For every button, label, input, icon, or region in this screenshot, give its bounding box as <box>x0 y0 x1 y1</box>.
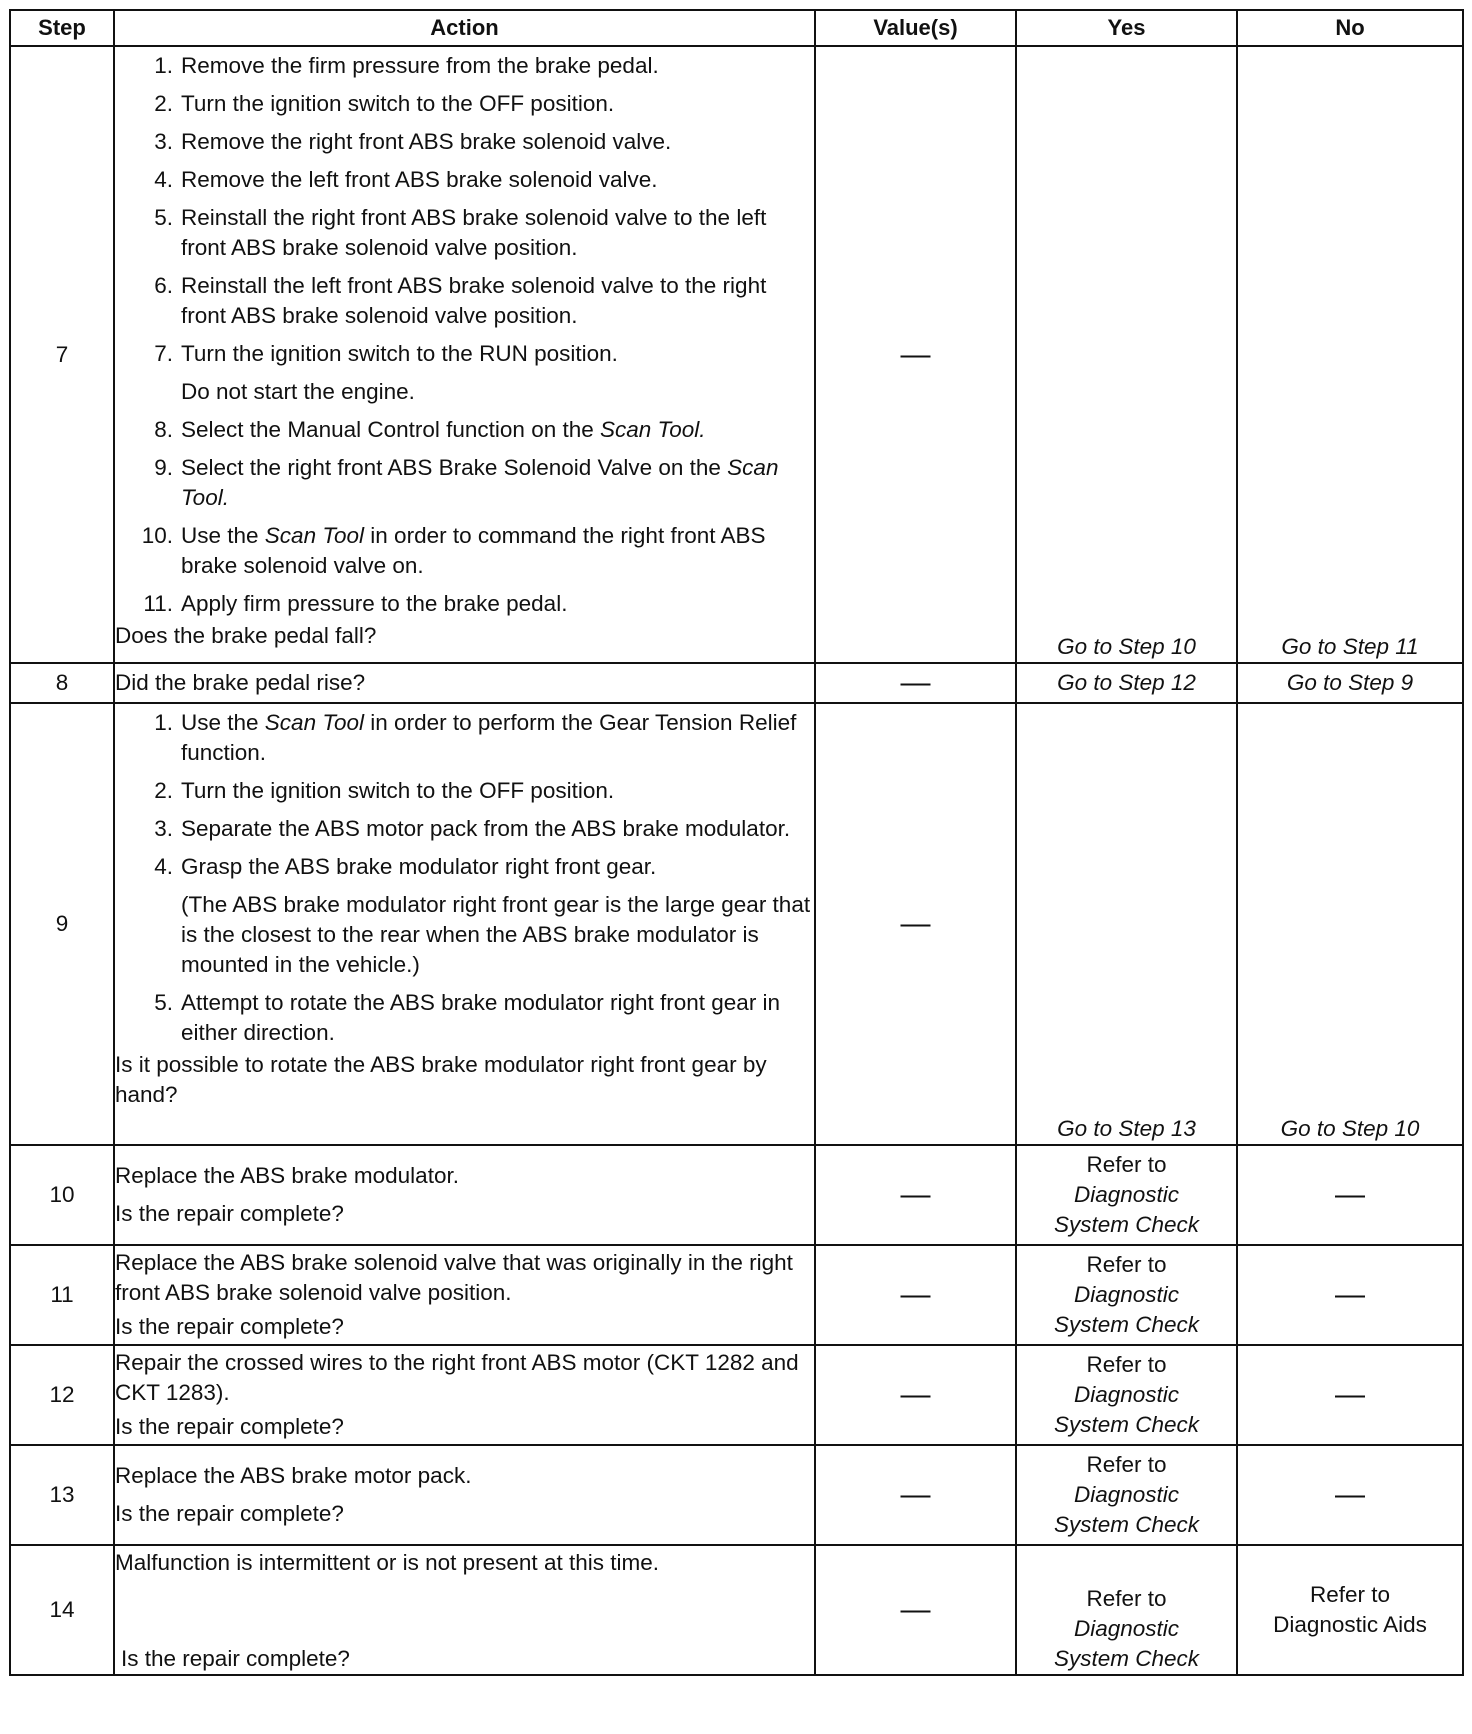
table-row-step-14 <box>10 1545 1463 1675</box>
action-text: Replace the ABS brake modulator. <box>115 1163 459 1188</box>
system-check-text: System Check <box>1053 1412 1200 1437</box>
step-number: 14 <box>10 1545 114 1675</box>
question: Is the repair complete? <box>115 1414 344 1439</box>
header-action: Action <box>114 10 815 46</box>
step-number: 8 <box>10 663 114 703</box>
table-row-step-10 <box>10 1145 1463 1245</box>
refer-to-text: Refer to <box>1086 1252 1167 1277</box>
yes-cell <box>1016 703 1237 1145</box>
no-cell <box>1237 703 1463 1145</box>
goto-link[interactable]: Go to Step 11 <box>1281 634 1419 659</box>
list-item: 1. Remove the firm pressure from the brake pedal. <box>154 53 659 78</box>
table-row-step-12 <box>10 1345 1463 1445</box>
table-row-step-11 <box>10 1245 1463 1345</box>
header-step: Step <box>10 10 114 46</box>
no-dash: — <box>1237 1445 1463 1545</box>
yes-cell <box>1016 46 1237 663</box>
system-check-text: System Check <box>1053 1646 1200 1671</box>
no-cell <box>1237 663 1463 703</box>
refer-to-text: Refer to <box>1086 1352 1167 1377</box>
header-no: No <box>1237 10 1463 46</box>
value-dash: — <box>815 1145 1016 1245</box>
list-item: 3. Remove the right front ABS brake solenoid valve. <box>154 129 672 154</box>
action-cell <box>114 1545 815 1675</box>
goto-link[interactable]: Go to Step 13 <box>1057 1116 1196 1141</box>
question: Did the brake pedal rise? <box>115 670 366 695</box>
table-row-step-8 <box>10 663 1463 703</box>
list-item: 3. Separate the ABS motor pack from the ABS brake modulator. <box>154 816 791 841</box>
goto-link[interactable]: Go to Step 10 <box>1057 634 1196 659</box>
value-dash: — <box>815 1245 1016 1345</box>
table-row-step-13 <box>10 1445 1463 1545</box>
list-item: 5. Reinstall the right front ABS brake solenoid valve to the left front ABS brake solenoid valve position. <box>154 205 767 260</box>
goto-link[interactable]: Go to Step 10 <box>1280 1116 1420 1141</box>
list-item: 1. Use the Scan Tool in order to perform the Gear Tension Relief function. <box>154 710 797 765</box>
action-text: Replace the ABS brake solenoid valve that was originally in the right front ABS brake solenoid valve position. <box>115 1250 793 1305</box>
action-text: Malfunction is intermittent or is not present at this time. <box>115 1550 659 1575</box>
goto-link[interactable]: Go to Step 9 <box>1286 670 1414 695</box>
list-item: 6. Reinstall the left front ABS brake solenoid valve to the right front ABS brake solenoid valve position. <box>154 273 767 328</box>
list-item: 2. Turn the ignition switch to the OFF position. <box>154 91 615 116</box>
header-row <box>10 10 1463 46</box>
action-text: Repair the crossed wires to the right front ABS motor (CKT 1282 and CKT 1283). <box>115 1350 799 1405</box>
header-yes: Yes <box>1016 10 1237 46</box>
question: Does the brake pedal fall? <box>115 623 377 648</box>
step-number: 11 <box>10 1245 114 1345</box>
list-item: 7. Turn the ignition switch to the RUN position. Do not start the engine. <box>154 341 618 404</box>
action-cell <box>114 1345 815 1445</box>
header-values: Value(s) <box>815 10 1016 46</box>
refer-to-text: Refer to <box>1086 1586 1167 1611</box>
diagnostic-aids-text: Diagnostic Aids <box>1273 1612 1427 1637</box>
table-row-step-7 <box>10 46 1463 663</box>
no-dash: — <box>1237 1245 1463 1345</box>
question: Is the repair complete? <box>115 1201 344 1226</box>
diagnostic-text: Diagnostic <box>1073 1182 1180 1207</box>
action-cell <box>114 1245 815 1345</box>
step-number: 7 <box>10 46 114 663</box>
system-check-text: System Check <box>1053 1312 1200 1337</box>
step-number: 12 <box>10 1345 114 1445</box>
refer-to-text: Refer to <box>1309 1582 1391 1607</box>
step-number: 13 <box>10 1445 114 1545</box>
action-cell <box>114 46 815 663</box>
question: Is the repair complete? <box>115 1501 344 1526</box>
action-text: Replace the ABS brake motor pack. <box>115 1463 472 1488</box>
list-item: 8. Select the Manual Control function on the Scan Tool. <box>154 417 706 442</box>
refer-to-text: Refer to <box>1086 1152 1167 1177</box>
list-item: 4. Remove the left front ABS brake solenoid valve. <box>154 167 658 192</box>
question: Is the repair complete? <box>115 1314 344 1339</box>
action-cell <box>114 663 815 703</box>
list-item: 10. Use the Scan Tool in order to command the right front ABS brake solenoid valve on. <box>141 523 766 578</box>
list-item: 11. Apply firm pressure to the brake pedal. <box>143 591 568 616</box>
system-check-text: System Check <box>1053 1212 1200 1237</box>
diagnostic-text: Diagnostic <box>1073 1382 1180 1407</box>
action-cell <box>114 1145 815 1245</box>
action-cell <box>114 703 815 1145</box>
no-dash: — <box>1237 1145 1463 1245</box>
list-item: 2. Turn the ignition switch to the OFF position. <box>154 778 615 803</box>
step-number: 9 <box>10 703 114 1145</box>
yes-cell[interactable] <box>1016 1545 1237 1675</box>
list-item: 9. Select the right front ABS Brake Solenoid Valve on the Scan Tool. <box>154 455 779 510</box>
diagnostic-text: Diagnostic <box>1073 1616 1180 1641</box>
value-dash: — <box>815 1445 1016 1545</box>
step-number: 10 <box>10 1145 114 1245</box>
no-cell <box>1237 46 1463 663</box>
question: Is it possible to rotate the ABS brake modulator right front gear by hand? <box>115 1052 767 1107</box>
diagnostic-table <box>9 9 1464 1676</box>
action-cell <box>114 1445 815 1545</box>
yes-cell[interactable] <box>1016 1245 1237 1345</box>
value-dash: — <box>815 46 1016 663</box>
system-check-text: System Check <box>1053 1512 1200 1537</box>
diagnostic-text: Diagnostic <box>1073 1282 1180 1307</box>
list-item: 5. Attempt to rotate the ABS brake modulator right front gear in either direction. <box>154 990 781 1045</box>
list-item: 4. Grasp the ABS brake modulator right front gear. (The ABS brake modulator right front gear is the large gear that is the closest to the rear when the ABS brake modulator is mounted in the vehicle.) <box>154 854 811 977</box>
no-dash: — <box>1237 1345 1463 1445</box>
value-dash: — <box>815 663 1016 703</box>
refer-to-text: Refer to <box>1086 1452 1167 1477</box>
yes-cell[interactable] <box>1016 1345 1237 1445</box>
yes-cell[interactable] <box>1016 1145 1237 1245</box>
value-dash: — <box>815 703 1016 1145</box>
no-cell[interactable] <box>1237 1545 1463 1675</box>
yes-cell[interactable] <box>1016 1445 1237 1545</box>
value-dash: — <box>815 1545 1016 1675</box>
value-dash: — <box>815 1345 1016 1445</box>
diagnostic-text: Diagnostic <box>1073 1482 1180 1507</box>
yes-cell <box>1016 663 1237 703</box>
table-row-step-9 <box>10 703 1463 1145</box>
goto-link[interactable]: Go to Step 12 <box>1057 670 1196 695</box>
question: Is the repair complete? <box>121 1646 350 1671</box>
